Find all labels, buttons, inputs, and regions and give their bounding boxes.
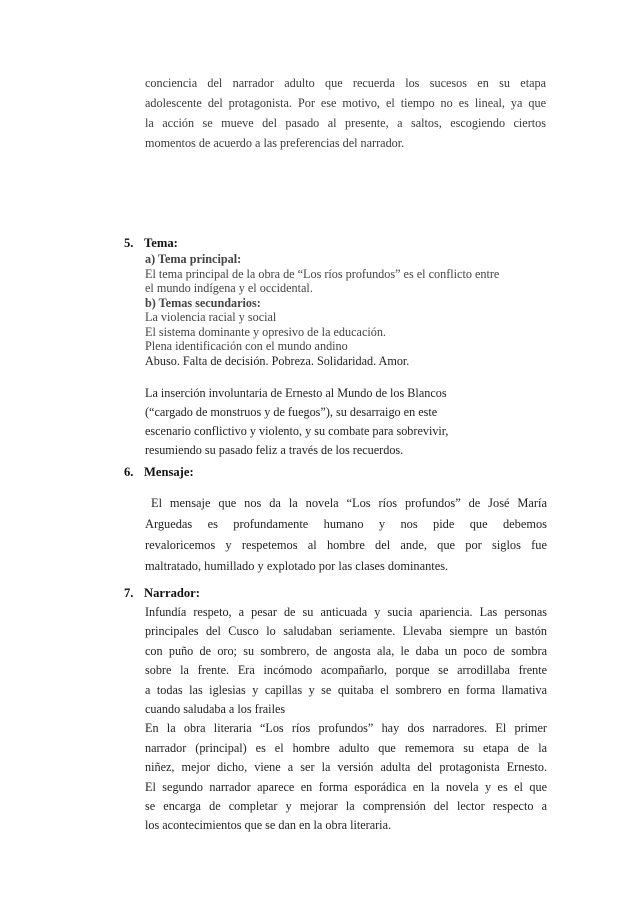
tema-secundario-item: Plena identificación con el mundo andino [145, 339, 348, 353]
section-title: Tema: [144, 236, 178, 250]
narrador-line: El segundo narrador aparece en forma esporádica en la novela y es el que [145, 779, 547, 794]
intro-line: conciencia del narrador adulto que recuerda los sucesos en su etapa [145, 76, 546, 90]
narrador-line: Infundía respeto, a pesar de su anticuada y sucia apariencia. Las personas [145, 605, 547, 619]
narrador-line: con puño de oro; su sombrero, de angosta ala, le daba un poco de sombra [145, 643, 547, 658]
section-5-heading [124, 236, 178, 251]
intro-paragraph [145, 73, 546, 153]
temas-secundarios-heading: b) Temas secundarios: [145, 295, 261, 310]
insercion-line: escenario conflictivo y violento, y su combate para sobrevivir, [145, 424, 449, 438]
narrador-line: a todas las iglesias y capillas y se quitaba el sombrero en forma llamativa [145, 682, 547, 697]
tema-block [145, 252, 547, 368]
insercion-paragraph [145, 384, 547, 460]
intro-line: momentos de acuerdo a las preferencias del narrador. [145, 136, 405, 150]
tema-secundario-item: La violencia racial y social [145, 310, 277, 324]
insercion-line: resumiendo su pasado feliz a través de los recuerdos. [145, 443, 404, 457]
narrador-paragraph [145, 603, 547, 836]
section-7-heading [124, 586, 200, 601]
section-number: 5. [124, 236, 134, 250]
narrador-line: cuando saludaba a los frailes [145, 702, 286, 717]
insercion-line: (“cargado de monstruos y de fuegos”), su desarraigo en este [145, 405, 438, 419]
narrador-line: principales del Cusco lo saludaban seriamente. Llevaba siempre un bastón [145, 624, 547, 639]
narrador-line: se encarga de completar y mejorar la comprensión del lector respecto a [145, 799, 547, 814]
section-title: Mensaje: [144, 465, 194, 479]
mensaje-line: Arguedas es profundamente humano y nos pide que debemos [145, 517, 547, 531]
narrador-line: En la obra literaria “Los ríos profundos” hay dos narradores. El primer [145, 721, 547, 736]
section-title: Narrador: [144, 586, 200, 600]
narrador-line: niñez, mejor dicho, viene a ser la versión adulta del protagonista Ernesto. [145, 760, 547, 775]
mensaje-paragraph [145, 493, 547, 577]
narrador-line: sobre la frente. Era incómodo acompañarlo, porque se arrodillaba frente [145, 663, 547, 678]
insercion-line: La inserción involuntaria de Ernesto al Mundo de los Blancos [145, 386, 447, 400]
narrador-line: los acontecimientos que se dan en la obra literaria. [145, 818, 392, 833]
intro-line: la acción se mueve del pasado al presente, a saltos, escogiendo ciertos [145, 116, 546, 130]
section-number: 6. [124, 465, 134, 479]
mensaje-line: El mensaje que nos da la novela “Los ríos profundos” de José María [151, 496, 547, 510]
tema-secundario-item: Abuso. Falta de decisión. Pobreza. Solidaridad. Amor. [145, 353, 410, 368]
mensaje-line: maltratado, humillado y explotado por las clases dominantes. [145, 559, 449, 573]
section-6-heading [124, 465, 194, 480]
mensaje-line: revaloricemos y respetemos al hombre del ande, que por siglos fue [145, 538, 547, 552]
tema-principal-line: el mundo indígena y el occidental. [145, 281, 313, 295]
section-number: 7. [124, 586, 134, 600]
tema-secundario-item: El sistema dominante y opresivo de la educación. [145, 324, 386, 339]
intro-line: adolescente del protagonista. Por ese motivo, el tiempo no es lineal, ya que [145, 96, 546, 110]
tema-principal-heading: a) Tema principal: [145, 252, 242, 266]
narrador-line: narrador (principal) es el hombre adulto que rememora su etapa de la [145, 740, 547, 755]
tema-principal-line: El tema principal de la obra de “Los ríos profundos” es el conflicto entre [145, 266, 500, 281]
